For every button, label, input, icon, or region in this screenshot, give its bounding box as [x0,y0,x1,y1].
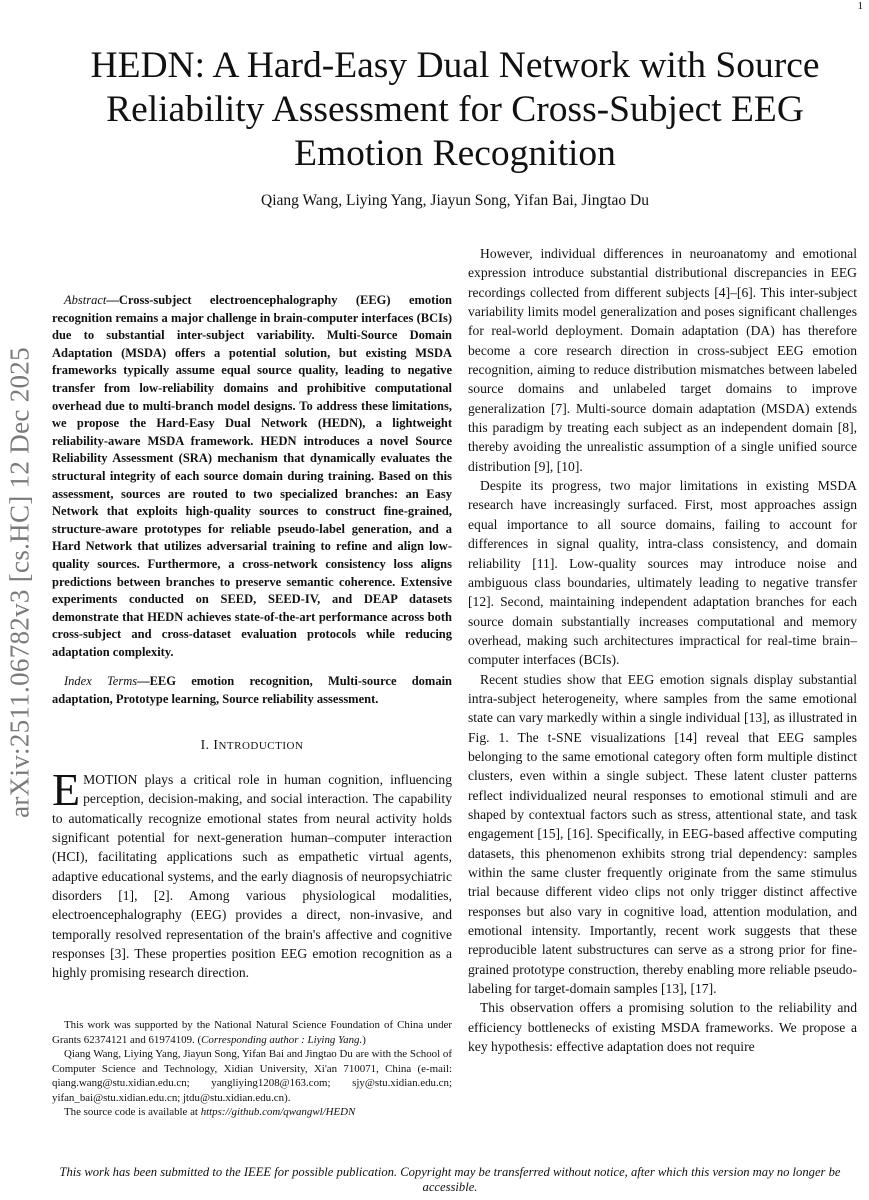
index-terms [52,673,452,708]
abstract-text: —Cross-subject electroencephalography (EEG) emotion recognition remains a major challenge in brain-computer interfaces (BCIs) due to substantial inter-subject variability. Multi-Source Domain Adaptation (MSDA) offers a potential solution, but existing MSDA frameworks typically assume equal source quality, leading to negative transfer from low-reliability domains and prohibitive computational overhead due to multi-branch model designs. To address these limitations, we propose the Hard-Easy Dual Network (HEDN), a lightweight reliability-aware MSDA framework. HEDN introduces a novel Source Reliability Assessment (SRA) mechanism that dynamically evaluates the structural integrity of each source domain during training. Based on this assessment, sources are routed to two specialized branches: an Easy Network that exploits high-quality sources to construct fine-grained, structure-aware prototypes for reliable pseudo-label generation, and a Hard Network that utilizes adversarial training to refine and align low-quality sources. Furthermore, a cross-network consistency loss aligns predictions between branches to preserve semantic coherence. Extensive experiments conducted on SEED, SEED-IV, and DEAP datasets demonstrate that HEDN achieves state-of-the-art performance across both cross-subject and cross-dataset evaluation protocols while reducing adaptation complexity. [52,293,452,659]
body-paragraph: Despite its progress, two major limitations in existing MSDA research have increasingly surfaced. First, most approaches assign equal importance to all source domains, failing to account for differences in signal quality, intra-class consistency, and domain reliability [11]. Low-quality sources may introduce noise and ambiguous class boundaries, ultimately leading to negative transfer [12]. Second, maintaining independent adaptation branches for each source domain substantially increases computational and memory overhead, making such architectures impractical for real-time brain–computer interfaces (BCIs). [468,478,857,668]
paper-title: HEDN: A Hard-Easy Dual Network with Source Reliability Assessment for Cross-Subject EEG Emotion Recognition [90,45,820,174]
index-terms-label: Index Terms [64,674,138,689]
index-terms-text: —EEG emotion recognition, Multi-source domain adaptation, Prototype learning, Source reliability assessment. [52,674,453,707]
funding-footnote [52,1018,452,1047]
drop-cap: E [52,764,81,815]
body-paragraph: This observation offers a promising solution to the reliability and efficiency bottlenecks of existing MSDA frameworks. We propose a key hypothesis: effective adaptation does not require [468,1000,857,1055]
code-link[interactable]: https://github.com/qwangwl/HEDN [200,1106,356,1118]
intro-paragraph [52,764,452,983]
arxiv-stamp: arXiv:2511.06782v3 [cs.HC] 12 Dec 2025 [4,347,35,818]
intro-text: plays a critical role in human cognition, influencing perception, decision-making, and social interaction. The capability to automatically recognize emotional states from neural activity holds significant potential for next-generation human–computer interaction (HCI), facilitating applications such as empathetic virtual agents, adaptive educational systems, and the early diagnosis of neuropsychiatric disorders [1], [2]. Among various physiological modalities, electroencephalography (EEG) provides a direct, non-invasive, and temporally resolved representation of the brain's affective and cognitive responses [3]. These properties position EEG emotion recognition as a highly promising research direction. [52,772,452,981]
ieee-notice: This work has been submitted to the IEEE for possible publication. Copyright may be transferred without notice, after which this version may no longer be accessible. [59,1165,841,1194]
intro-lead-word: MOTION [83,772,138,787]
section-initial: I [213,736,219,752]
corresponding-author: Corresponding author : Liying Yang. [201,1033,363,1046]
footnotes [52,1018,452,1120]
abstract [52,292,452,661]
section-numeral: I. [200,736,214,752]
section-heading-introduction [52,735,452,756]
code-prefix: The source code is available at [64,1106,201,1118]
code-footnote [52,1105,452,1120]
left-column [52,292,452,983]
body-paragraph: However, individual differences in neuroanatomy and emotional expression introduce substantial distributional discrepancies in EEG recordings collected from different subjects [4]–[6]. This inter-subject variability limits model generalization and poses significant challenges for real-world deployment. Domain adaptation (DA) has therefore become a core research direction in cross-subject EEG emotion recognition, aiming to reduce distribution mismatches between labeled source domains and unlabeled target domains to improve generalization [7]. Multi-source domain adaptation (MSDA) extends this paradigm by treating each subject as an independent domain [8], thereby avoiding the unrealistic assumption of a single unified source distribution [9], [10]. [468,246,857,474]
funding-end: ) [362,1033,366,1046]
affiliation-footnote: Qiang Wang, Liying Yang, Jiayun Song, Yifan Bai and Jingtao Du are with the School of Computer Science and Technology, Xidian University, Xi'an 710071, China (e-mail: qiang.wang@stu.xidian.edu.cn; yangliying1208@163.com; sjy@stu.xidian.edu.cn; yifan_bai@stu.xidian.edu.cn; jtdu@stu.xidian.edu.cn). [52,1048,452,1104]
section-title-rest: NTRODUCTION [218,739,304,752]
abstract-label: Abstract [64,293,107,307]
right-column [468,244,857,1056]
author-list: Qiang Wang, Liying Yang, Jiayun Song, Yifan Bai, Jingtao Du [261,192,649,209]
funding-text: This work was supported by the National Natural Science Foundation of China under Grants 62374121 and 61974109. ( [52,1019,452,1046]
body-paragraph: Recent studies show that EEG emotion signals display substantial intra-subject heterogeneity, where samples from the same emotional state can vary markedly within a single individual [13], as illustrated in Fig. 1. The t-SNE visualizations [14] reveal that EEG samples belonging to the same emotional category often form multiple distinct clusters, even within a single subject. These latent cluster patterns reflect individualized neural responses to emotional stimuli and are shaped by contextual factors such as stress, attentional state, and task engagement [15], [16]. Specifically, in EEG-based affective computing datasets, this phenomenon exhibits strong trial dependency: samples within the same cluster frequently originate from the same stimulus trial because different video clips not only trigger distinct affective responses but also vary in cognitive load, attention modulation, and emotional intensity. Importantly, recent work suggests that these reproducible latent substructures can serve as a strong prior for fine-grained prototype construction, thereby enabling more reliable pseudo-labeling for target-domain samples [13], [17]. [468,671,857,997]
page-number: 1 [857,0,863,12]
